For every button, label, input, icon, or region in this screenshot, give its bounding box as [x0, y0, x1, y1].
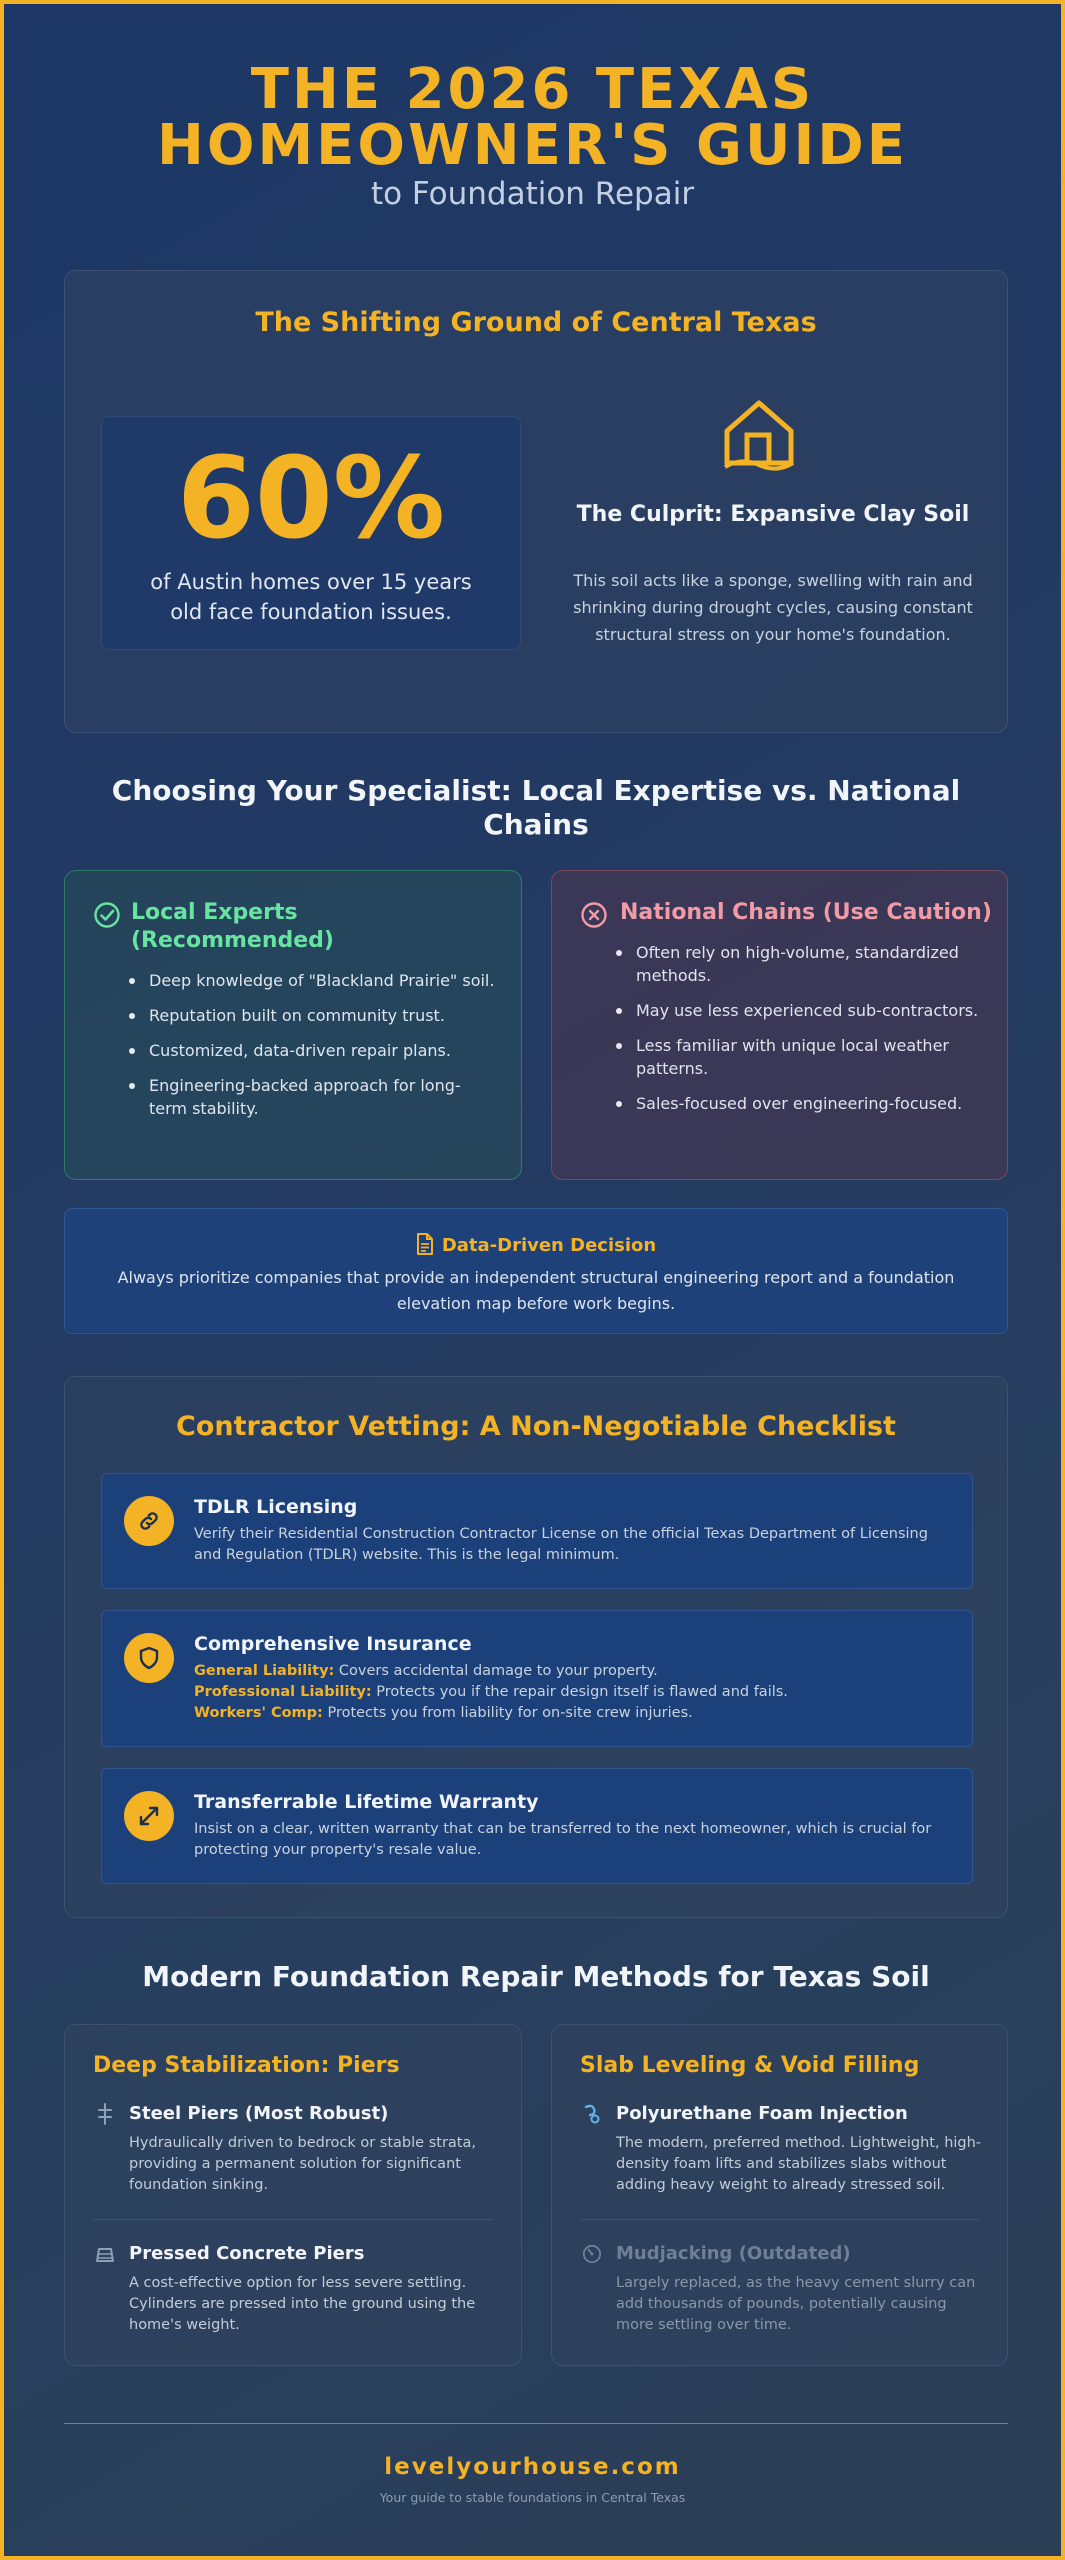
insurance-line	[194, 1703, 948, 1724]
shield-icon	[124, 1633, 174, 1683]
steel-piers-text: Hydraulically driven to bedrock or stable strata, providing a permanent solution for significant foundation sinking.	[129, 2135, 476, 2193]
concrete-piers-title: Pressed Concrete Piers	[129, 2243, 365, 2264]
piers-heading: Deep Stabilization: Piers	[93, 2053, 400, 2078]
checklist-section	[64, 1376, 1008, 1918]
list-item: Engineering-backed approach for long-term stability.	[127, 1074, 497, 1120]
piers-card	[64, 2024, 522, 2366]
page-subtitle: to Foundation Repair	[370, 176, 695, 212]
foam-injection-title: Polyurethane Foam Injection	[616, 2103, 908, 2124]
checklist-title: Contractor Vetting: A Non-Negotiable Checklist	[176, 1411, 896, 1442]
specialist-section-title: Choosing Your Specialist: Local Expertise vs. National Chains	[111, 774, 961, 841]
insurance-text: Covers accidental damage to your property.	[334, 1663, 658, 1679]
culprit-text: This soil acts like a sponge, swelling with rain and shrinking during drought cycles, causing constant structural stress on your home's foundation.	[573, 571, 973, 644]
concrete-piers-text: A cost-effective option for less severe settling. Cylinders are pressed into the ground using the home's weight.	[129, 2275, 476, 2333]
page-title-text: THE 2026 TEXAS HOMEOWNER'S GUIDE	[156, 57, 909, 178]
culprit-title: The Culprit: Expansive Clay Soil	[576, 502, 970, 527]
checklist-item-warranty	[101, 1768, 973, 1884]
checklist-item-title: Transferrable Lifetime Warranty	[194, 1791, 539, 1813]
list-item: Often rely on high-volume, standardized methods.	[614, 941, 984, 987]
list-item: Sales-focused over engineering-focused.	[614, 1092, 984, 1115]
list-item: Less familiar with unique local weather patterns.	[614, 1034, 984, 1080]
stat-value: 60%	[176, 434, 446, 564]
stat-description: of Austin homes over 15 years old face foundation issues.	[150, 570, 472, 624]
divider	[93, 2219, 493, 2220]
footer-tagline: Your guide to stable foundations in Central Texas	[379, 2490, 686, 2505]
local-experts-list	[127, 969, 497, 1132]
mudjacking-title: Mudjacking (Outdated)	[616, 2243, 851, 2264]
link-icon	[124, 1496, 174, 1546]
list-item: Customized, data-driven repair plans.	[127, 1039, 497, 1062]
insurance-label: General Liability:	[194, 1663, 335, 1679]
shifting-ground-title: The Shifting Ground of Central Texas	[255, 307, 817, 338]
data-driven-heading-text: Data-Driven Decision	[441, 1235, 657, 1256]
methods-section-title: Modern Foundation Repair Methods for Texas Soil	[142, 1960, 930, 1993]
mudjacking-text: Largely replaced, as the heavy cement slurry can add thousands of pounds, potentially causing more settling over time.	[616, 2275, 976, 2333]
data-driven-heading	[65, 1233, 1007, 1256]
insurance-label: Workers' Comp:	[194, 1705, 323, 1721]
checklist-item-insurance	[101, 1610, 973, 1747]
arrows-expand-icon	[124, 1791, 174, 1841]
concrete-pier-icon	[95, 2243, 115, 2265]
checklist-item-text: Insist on a clear, written warranty that can be transferred to the next homeowner, which is crucial for protecting your property's resale value.	[194, 1821, 932, 1858]
divider	[580, 2219, 979, 2220]
insurance-label: Professional Liability:	[194, 1684, 372, 1700]
footer-divider	[64, 2423, 1008, 2424]
steel-piers-title: Steel Piers (Most Robust)	[129, 2103, 389, 2124]
national-chains-heading: National Chains (Use Caution)	[620, 900, 992, 925]
stat-box	[101, 416, 521, 650]
leveling-heading: Slab Leveling & Void Filling	[580, 2053, 920, 2078]
data-driven-text: Always prioritize companies that provide an independent structural engineering report and a foundation elevation map before work begins.	[117, 1268, 955, 1313]
footer-site-link[interactable]: levelyourhouse.com	[384, 2454, 681, 2480]
list-item: Reputation built on community trust.	[127, 1004, 497, 1027]
checklist-item-tdlr	[101, 1473, 973, 1589]
checklist-item-text: Verify their Residential Construction Contractor License on the official Texas Department of Licensing and Regulation (TDLR) website. This is the legal minimum.	[194, 1526, 928, 1563]
steel-pier-icon	[95, 2103, 115, 2125]
shifting-ground-section	[64, 270, 1008, 733]
national-chains-card	[551, 870, 1008, 1180]
national-chains-list	[614, 941, 984, 1127]
insurance-line	[194, 1661, 948, 1682]
foam-injection-text: The modern, preferred method. Lightweight, high-density foam lifts and stabilizes slabs without adding heavy weight to already stressed soil.	[616, 2135, 982, 2193]
checklist-item-title: Comprehensive Insurance	[194, 1633, 472, 1655]
foam-injection-icon	[582, 2103, 602, 2125]
checklist-item-title: TDLR Licensing	[194, 1496, 358, 1518]
list-item: Deep knowledge of "Blackland Prairie" soil.	[127, 969, 497, 992]
data-driven-callout	[64, 1208, 1008, 1334]
insurance-text: Protects you from liability for on-site crew injuries.	[322, 1705, 693, 1721]
leveling-card	[551, 2024, 1008, 2366]
gauge-icon	[582, 2243, 602, 2265]
x-circle-icon	[580, 901, 608, 929]
document-icon	[416, 1233, 434, 1255]
local-experts-card	[64, 870, 522, 1180]
insurance-text: Protects you if the repair design itself is flawed and fails.	[371, 1684, 788, 1700]
local-experts-heading-text: Local Experts (Recommended)	[131, 900, 334, 953]
insurance-lines	[194, 1661, 948, 1724]
local-experts-heading	[131, 899, 431, 955]
list-item: May use less experienced sub-contractors.	[614, 999, 984, 1022]
page-title	[4, 57, 1061, 178]
check-circle-icon	[93, 901, 121, 929]
house-icon	[721, 397, 797, 473]
insurance-line	[194, 1682, 948, 1703]
